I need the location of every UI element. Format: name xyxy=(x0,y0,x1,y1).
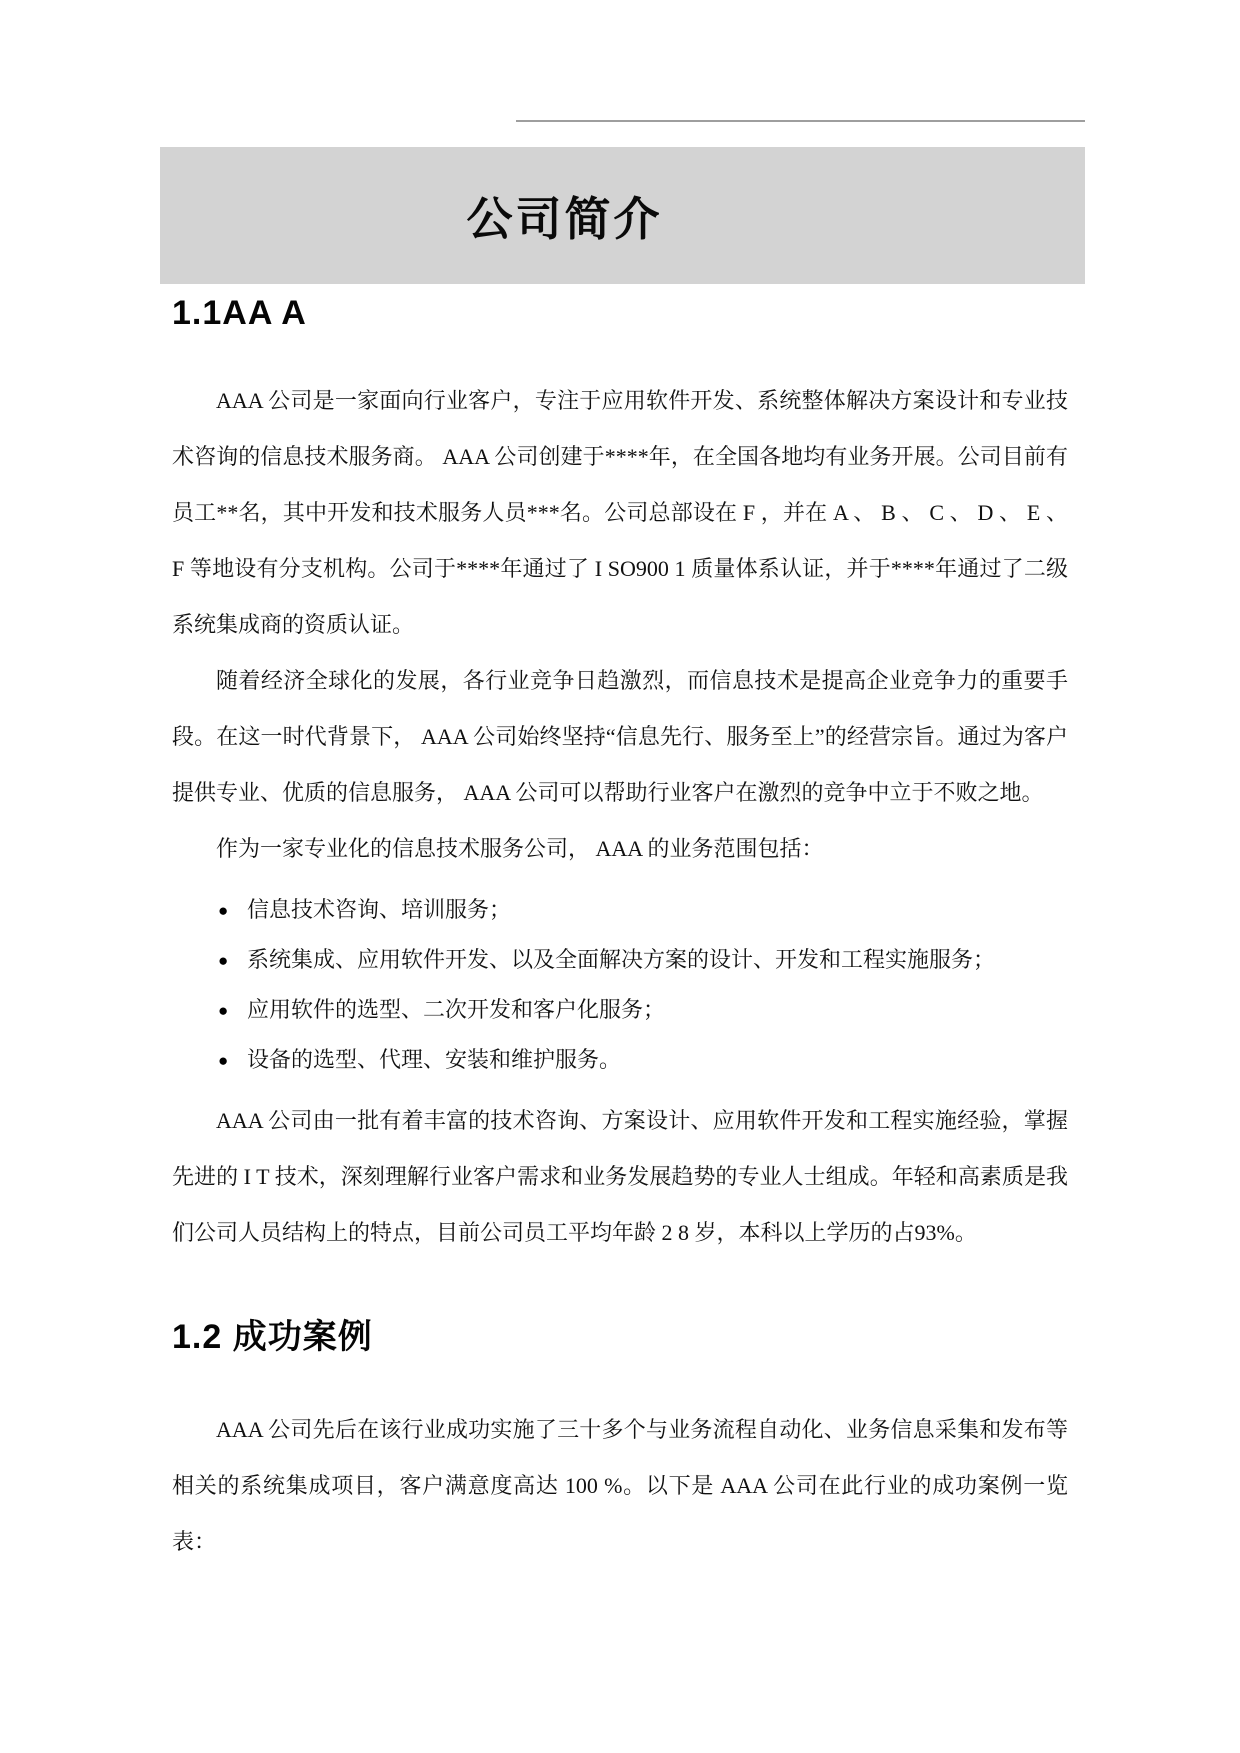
document-body xyxy=(172,284,1068,1570)
list-item xyxy=(218,985,1068,1035)
paragraph-success-cases: AAA 公司先后在该行业成功实施了三十多个与业务流程自动化、业务信息采集和发布等相关的系统集成项目，客户满意度高达 100 %。以下是 AAA 公司在此行业的成功案例一览表： xyxy=(172,1417,1068,1554)
header-rule xyxy=(516,120,1085,122)
list-item xyxy=(218,1035,1068,1085)
paragraph-team-description: AAA 公司由一批有着丰富的技术咨询、方案设计、应用软件开发和工程实施经验，掌握先进的 I T 技术，深刻理解行业客户需求和业务发展趋势的专业人士组成。年轻和高素质是我们公司人员结构上的特点，目前公司员工平均年龄 2 8 岁，本科以上学历的占93%。 xyxy=(172,1108,1068,1245)
bullet-icon: ● xyxy=(218,951,229,970)
page-title: 公司简介 xyxy=(466,193,663,245)
title-banner xyxy=(160,147,1085,284)
paragraph-company-intro: AAA 公司是一家面向行业客户，专注于应用软件开发、系统整体解决方案设计和专业技术咨询的信息技术服务商。 AAA 公司创建于****年，在全国各地均有业务开展。公司目前有员工**名，其中开发和技术服务人员***名。公司总部设在 F ，并在 A 、 B 、 C 、 D 、 E 、 F 等地设有分支机构。公司于****年通过了 I SO900 1 质量体系认证，并于****年通过了二级系统集成商的资质认证。 xyxy=(172,388,1068,637)
business-scope-list xyxy=(172,885,1068,1085)
bullet-icon: ● xyxy=(218,1001,229,1020)
list-item-text: 设备的选型、代理、安装和维护服务。 xyxy=(247,1047,622,1072)
list-item xyxy=(218,885,1068,935)
paragraph-business-scope-intro: 作为一家专业化的信息技术服务公司， AAA 的业务范围包括： xyxy=(216,836,824,861)
bullet-icon: ● xyxy=(218,901,229,920)
list-item-text: 系统集成、应用软件开发、以及全面解决方案的设计、开发和工程实施服务； xyxy=(247,947,996,972)
list-item xyxy=(218,935,1068,985)
list-item-text: 应用软件的选型、二次开发和客户化服务； xyxy=(247,997,666,1022)
bullet-icon: ● xyxy=(218,1051,229,1070)
list-item-text: 信息技术咨询、培训服务； xyxy=(247,897,512,922)
heading-1-2: 1.2 成功案例 xyxy=(172,1318,373,1356)
paragraph-market-background: 随着经济全球化的发展，各行业竞争日趋激烈，而信息技术是提高企业竞争力的重要手段。在这一时代背景下， AAA 公司始终坚持“信息先行、服务至上”的经营宗旨。通过为客户提供专业、优质的信息服务， AAA 公司可以帮助行业客户在激烈的竞争中立于不败之地。 xyxy=(172,668,1068,805)
heading-1-1: 1.1AA A xyxy=(172,294,307,332)
